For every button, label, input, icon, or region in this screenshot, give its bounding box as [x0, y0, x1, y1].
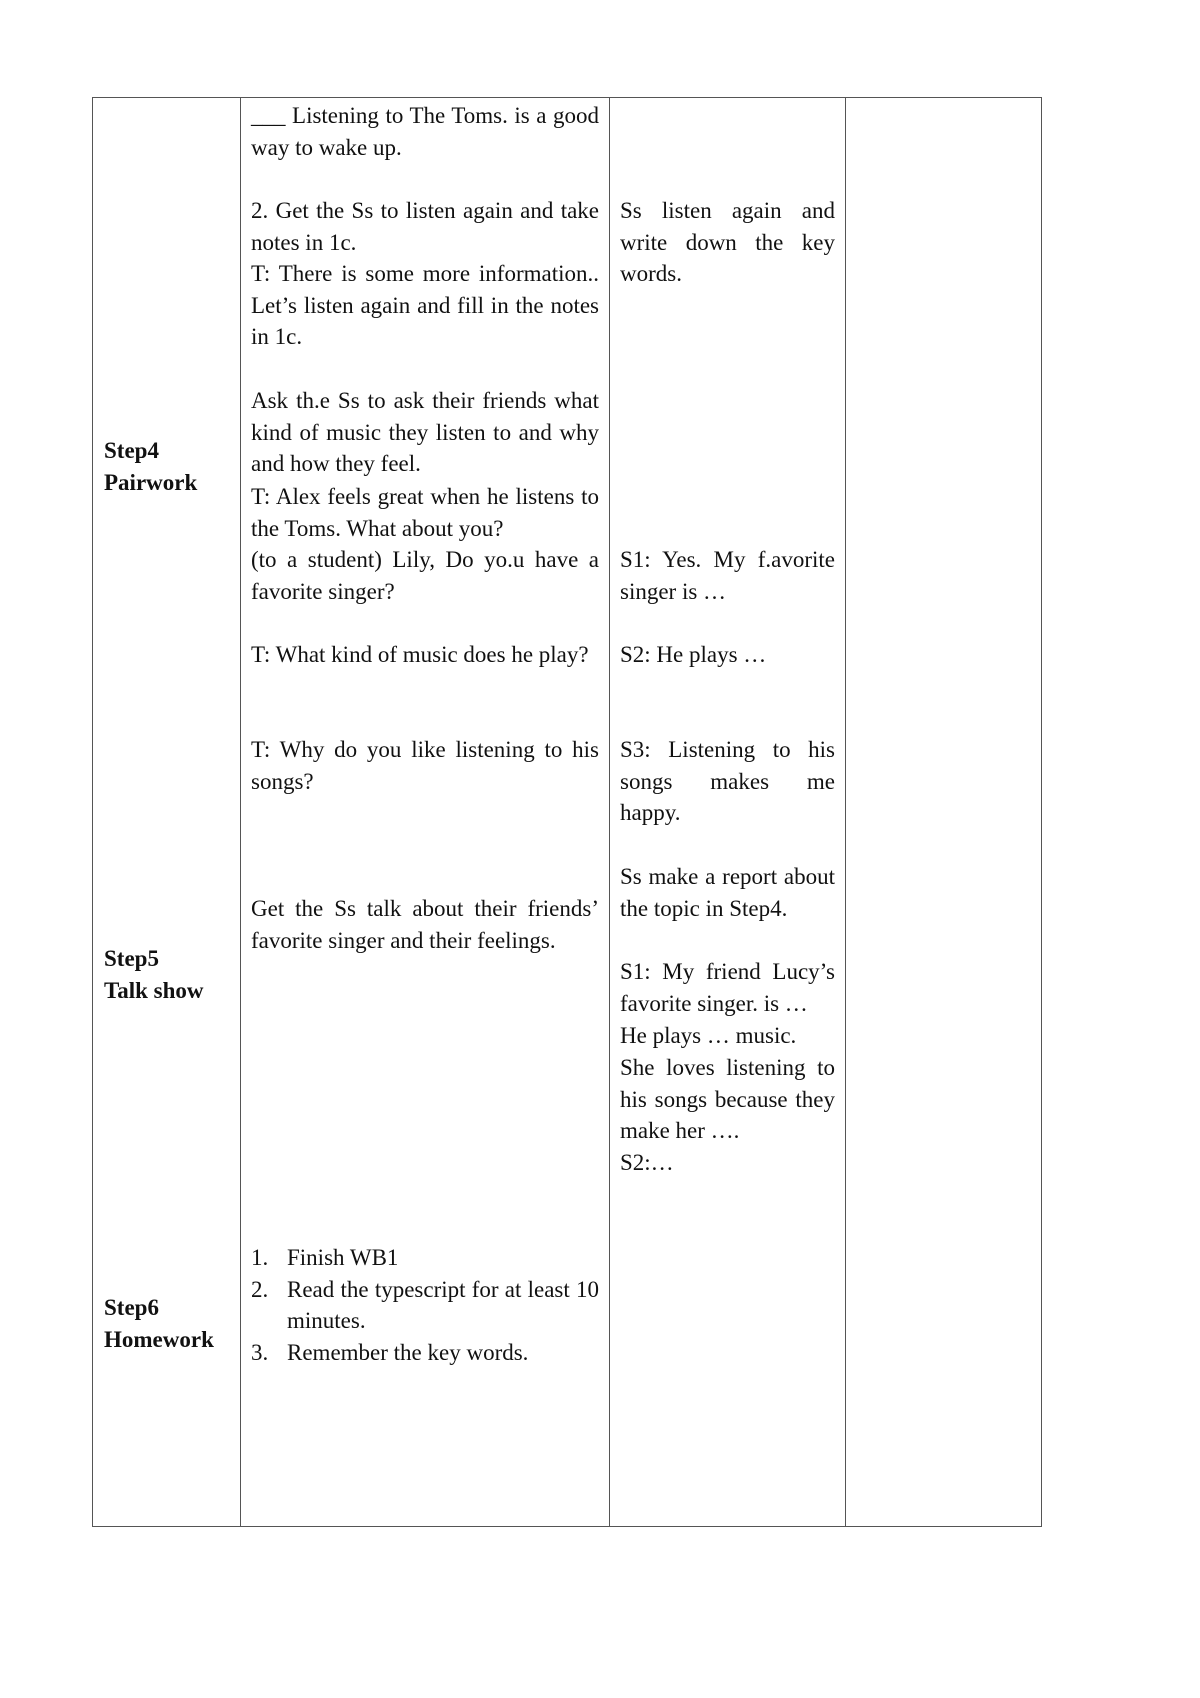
teacher-paragraph: Ask th.e Ss to ask their friends what kind of music they listen to and why and how they feel. — [251, 388, 599, 477]
teacher-paragraph: Get the Ss talk about their friends’ favorite singer and their feelings. — [251, 896, 599, 953]
student-paragraph: S3: Listening to his songs makes me happy. — [620, 737, 835, 826]
step6-name: Homework — [104, 1326, 214, 1352]
student-paragraph: S1: My friend Lucy’s favorite singer. is … — [620, 959, 835, 1016]
step4-name: Pairwork — [104, 469, 198, 495]
teacher-paragraph: T: What kind of music does he play? — [251, 642, 589, 667]
step5-label: Step5 — [104, 946, 159, 971]
step5-name: Talk show — [104, 977, 204, 1003]
list-item: 2. Read the typescript for at least 10 minutes. — [251, 1276, 599, 1334]
student-paragraph: Ss listen again and write down the key words. — [620, 198, 835, 287]
student-activity-column — [609, 98, 845, 1526]
teacher-activity-column — [240, 98, 609, 1526]
teacher-paragraph: (to a student) Lily, Do yo.u have a favorite singer? — [251, 547, 599, 604]
teacher-paragraph: ___ Listening to The Toms. is a good way to wake up. — [251, 103, 599, 160]
teacher-paragraph: T: There is some more information.. Let’s listen again and fill in the notes in 1c. — [251, 261, 599, 350]
teacher-paragraph: T: Alex feels great when he listens to the Toms. What about you? — [251, 484, 599, 541]
list-item: 1. Finish WB1 — [251, 1245, 399, 1270]
step4-heading — [104, 435, 236, 498]
notes-column — [845, 98, 1043, 1526]
student-paragraph: S2:… — [620, 1150, 674, 1175]
teacher-paragraph: 2. Get the Ss to listen again and take notes in 1c. — [251, 198, 599, 255]
student-paragraph: S2: He plays … — [620, 642, 767, 667]
homework-list — [251, 1242, 599, 1369]
step-column — [93, 98, 240, 1526]
student-paragraph: He plays … music. — [620, 1023, 797, 1048]
step6-label: Step6 — [104, 1295, 159, 1320]
step6-heading — [104, 1292, 236, 1355]
student-paragraph: S1: Yes. My f.avorite singer is … — [620, 547, 835, 604]
lesson-plan-table — [92, 97, 1042, 1527]
step5-heading — [104, 943, 236, 1006]
list-item: 3. Remember the key words. — [251, 1340, 529, 1366]
step4-label: Step4 — [104, 438, 159, 463]
teacher-paragraph: T: Why do you like listening to his songs? — [251, 737, 599, 794]
student-paragraph: She loves listening to his songs because they make her …. — [620, 1055, 835, 1144]
student-paragraph: Ss make a report about the topic in Step4. — [620, 864, 835, 921]
